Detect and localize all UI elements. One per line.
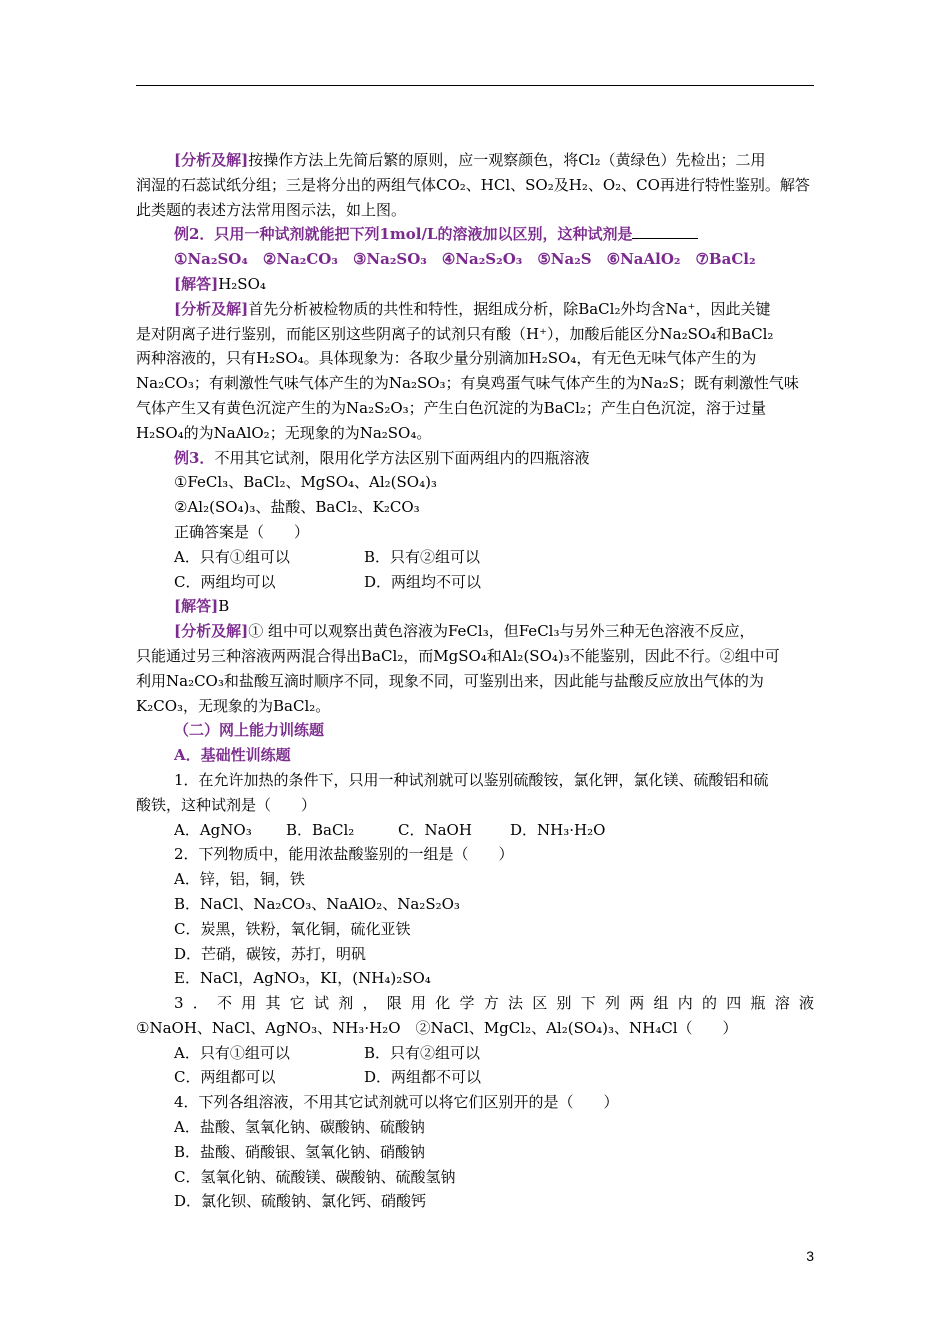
ex2-analysis-line: 气体产生又有黄色沉淀产生的为Na₂S₂O₃；产生白色沉淀的为BaCl₂；产生白色沉淀，溶于过量 xyxy=(136,398,766,417)
page-content xyxy=(136,148,814,1214)
q4-stem: 4．下列各组溶液，不用其它试剂就可以将它们区别开的是（ ） xyxy=(174,1093,619,1112)
q4-option: B．盐酸、硝酸银、氢氧化钠、硝酸钠 xyxy=(174,1142,426,1161)
ex3-options-cd: C．两组均可以 D．两组均不可以 xyxy=(174,572,482,591)
header-rule xyxy=(136,85,814,86)
q3-options-ab: A．只有①组可以 B．只有②组可以 xyxy=(174,1043,481,1062)
ex3-question: 例3．不用其它试剂，限用化学方法区别下面两组内的四瓶溶液 xyxy=(174,448,590,467)
ex2-question: 例2．只用一种试剂就能把下列1mol/L的溶液加以区别，这种试剂是 xyxy=(136,222,814,247)
page-number: 3 xyxy=(806,1248,814,1264)
ex3-group1: ①FeCl₃、BaCl₂、MgSO₄、Al₂(SO₄)₃ xyxy=(174,473,437,492)
q2-option: A．锌，铝，铜，铁 xyxy=(174,870,305,889)
q1-line1: 1．在允许加热的条件下，只用一种试剂就可以鉴别硫酸铵，氯化钾，氯化镁、硫酸铝和硫 xyxy=(174,770,769,789)
q2-option: E．NaCl，AgNO₃，KI，(NH₄)₂SO₄ xyxy=(174,969,431,988)
section-subtitle: A．基础性训练题 xyxy=(174,746,291,765)
ex3-analysis-line: [分析及解]① 组中可以观察出黄色溶液为FeCl₃，但FeCl₃与另外三种无色溶液不反应， xyxy=(174,622,755,641)
q3-line2: ①NaOH、NaCl、AgNO₃、NH₃·H₂O ②NaCl、MgCl₂、Al₂(SO₄)₃、NH₄Cl（ ） xyxy=(136,1018,738,1037)
ex3-analysis-line: K₂CO₃，无现象的为BaCl₂。 xyxy=(136,696,331,715)
section-title: （二）网上能力训练题 xyxy=(174,721,325,740)
ex3-prompt: 正确答案是（ ） xyxy=(174,522,310,541)
q3-line1: 3．不用其它试剂，限用化学方法区别下列两组内的四瓶溶液 xyxy=(174,994,814,1013)
ex2-answer: [解答]H₂SO₄ xyxy=(174,274,266,293)
q2-stem: 2．下列物质中，能用浓盐酸鉴别的一组是（ ） xyxy=(174,845,514,864)
q4-option: C．氢氧化钠、硫酸镁、碳酸钠、硫酸氢钠 xyxy=(174,1167,456,1186)
ex2-analysis-line: H₂SO₄的为NaAlO₂；无现象的为Na₂SO₄。 xyxy=(136,423,432,442)
ex1-analysis-line1: [分析及解]按操作方法上先简后繁的原则，应一观察颜色，将Cl₂（黄绿色）先检出；二用 xyxy=(174,151,766,169)
q2-option: B．NaCl、Na₂CO₃、NaAlO₂、Na₂S₂O₃ xyxy=(174,894,460,913)
q1-line2: 酸铁，这种试剂是（ ） xyxy=(136,795,317,814)
q1-options: A．AgNO₃ B．BaCl₂ C．NaOH D．NH₃·H₂O xyxy=(174,820,606,839)
ex3-options-ab: A．只有①组可以 B．只有②组可以 xyxy=(174,547,481,566)
q2-option: C．炭黑，铁粉，氧化铜，硫化亚铁 xyxy=(174,919,411,938)
ex2-analysis-line: 是对阴离子进行鉴别，而能区别这些阴离子的试剂只有酸（H⁺），加酸后能区分Na₂SO₄和BaCl₂ xyxy=(136,324,774,343)
ex2-analysis-line: Na₂CO₃；有刺激性气味气体产生的为Na₂SO₃；有臭鸡蛋气味气体产生的为Na₂S；既有刺激性气味 xyxy=(136,374,799,393)
q4-option: D．氯化钡、硫酸钠、氯化钙、硝酸钙 xyxy=(174,1192,427,1211)
ex2-analysis-line: [分析及解]首先分析被检物质的共性和特性，据组成分析，除BaCl₂外均含Na⁺，因此关键 xyxy=(174,299,771,318)
ex1-analysis-line3: 此类题的表述方法常用图示法，如上图。 xyxy=(136,200,407,219)
q4-option: A．盐酸、氢氧化钠、碳酸钠、硫酸钠 xyxy=(174,1118,425,1137)
answer-blank xyxy=(632,223,698,239)
ex2-options: ①Na₂SO₄ ②Na₂CO₃ ③Na₂SO₃ ④Na₂S₂O₃ ⑤Na₂S ⑥NaAlO₂ ⑦BaCl₂ xyxy=(174,250,756,269)
ex1-analysis-line2: 润湿的石蕊试纸分组；三是将分出的两组气体CO₂、HCl、SO₂及H₂、O₂、CO再进行特性鉴别。解答 xyxy=(136,175,810,194)
q3-options-cd: C．两组都可以 D．两组都不可以 xyxy=(174,1068,482,1087)
ex2-analysis-line: 两种溶液的，只有H₂SO₄。具体现象为：各取少量分别滴加H₂SO₄，有无色无味气体产生的为 xyxy=(136,349,757,368)
ex3-analysis-line: 只能通过另三种溶液两两混合得出BaCl₂，而MgSO₄和Al₂(SO₄)₃不能鉴别，因此不行。②组中可 xyxy=(136,646,780,665)
ex3-group2: ②Al₂(SO₄)₃、盐酸、BaCl₂、K₂CO₃ xyxy=(174,498,420,517)
q2-option: D．芒硝，碳铵，苏打，明矾 xyxy=(174,944,367,963)
ex3-analysis-line: 利用Na₂CO₃和盐酸互滴时顺序不同，现象不同，可鉴别出来，因此能与盐酸反应放出气体的为 xyxy=(136,671,764,690)
ex3-answer: [解答]B xyxy=(174,597,230,616)
analysis-tag: [分析及解] xyxy=(174,151,249,169)
